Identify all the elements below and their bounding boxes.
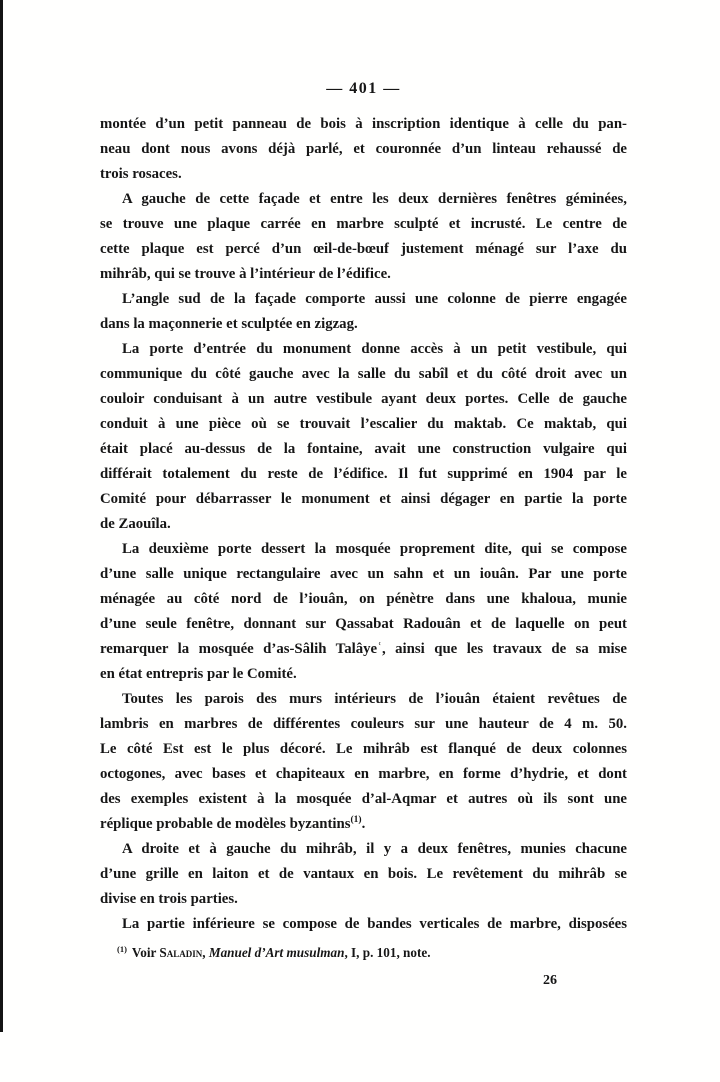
footnote-separator: , xyxy=(202,945,209,960)
text-line: en état entrepris par le Comité. xyxy=(100,666,297,682)
text-line: couloir conduisant à un autre vestibule ayant deux portes. Celle de gauche xyxy=(100,391,627,407)
text-line: était placé au-dessus de la fontaine, avait une construction vulgaire qui xyxy=(100,441,627,457)
text-line: A gauche de cette façade et entre les deux dernières fenêtres géminées, xyxy=(122,191,627,207)
paragraph xyxy=(100,337,627,537)
footnote-reference: (1) xyxy=(350,815,362,825)
paragraph xyxy=(100,837,627,912)
text-line: réplique probable de modèles byzantins$^{(1)}$. xyxy=(100,815,366,832)
footnote-marker: (1) xyxy=(117,944,127,954)
text-line: trois rosaces. xyxy=(100,166,182,182)
body-text xyxy=(100,112,627,937)
text-line: mihrâb, qui se trouve à l’intérieur de l’édifice. xyxy=(100,266,391,282)
text-line: de Zaouîla. xyxy=(100,516,171,532)
text-line: A droite et à gauche du mihrâb, il y a deux fenêtres, munies chacune xyxy=(122,841,627,857)
text-line: d’une seule fenêtre, donnant sur Qassabat Radouân et de laquelle on peut xyxy=(100,616,627,632)
paragraph xyxy=(100,287,627,337)
text-line: cette plaque est percé d’un œil-de-bœuf justement ménagé sur l’axe du xyxy=(100,241,627,257)
text-line: d’une grille en laiton et de vantaux en bois. Le revêtement du mihrâb se xyxy=(100,866,627,882)
text-line: La deuxième porte dessert la mosquée proprement dite, qui se compose xyxy=(122,541,627,557)
text-line: octogones, avec bases et chapiteaux en marbre, en forme d’hydrie, et dont xyxy=(100,766,627,782)
text-line: montée d’un petit panneau de bois à inscription identique à celle du pan- xyxy=(100,116,627,132)
paragraph xyxy=(100,912,627,937)
text-line: L’angle sud de la façade comporte aussi une colonne de pierre engagée xyxy=(122,291,627,307)
text-line: divise en trois parties. xyxy=(100,891,238,907)
footnote xyxy=(117,945,637,961)
paragraph xyxy=(100,112,627,187)
text-line: des exemples existent à la mosquée d’al-Aqmar et autres où ils sont une xyxy=(100,791,627,807)
text-line: Le côté Est est le plus décoré. Le mihrâb est flanqué de deux colonnes xyxy=(100,741,627,757)
text-line: dans la maçonnerie et sculptée en zigzag. xyxy=(100,316,358,332)
footnote-author: Saladin xyxy=(159,945,203,960)
paragraph xyxy=(100,187,627,287)
text-line: neau dont nous avons déjà parlé, et couronnée d’un linteau rehaussé de xyxy=(100,141,627,157)
footnote-suffix: , I, p. 101, note. xyxy=(344,945,431,960)
paragraph xyxy=(100,687,627,837)
text-line: lambris en marbres de différentes couleurs sur une hauteur de 4 m. 50. xyxy=(100,716,627,732)
text-line: Toutes les parois des murs intérieurs de l’iouân étaient revêtues de xyxy=(122,691,627,707)
footnote-prefix: Voir xyxy=(131,945,160,960)
text-line: La partie inférieure se compose de bandes verticales de marbre, disposées xyxy=(122,916,627,932)
text-line: Comité pour débarrasser le monument et ainsi dégager en partie la porte xyxy=(100,491,627,507)
footnote-work-title: Manuel d’Art musulman xyxy=(208,945,345,960)
text-line: conduit à une pièce où se trouvait l’escalier du maktab. Ce maktab, qui xyxy=(100,416,627,432)
text-line: La porte d’entrée du monument donne accès à un petit vestibule, qui xyxy=(122,341,627,357)
text-line: différait totalement du reste de l’édifice. Il fut supprimé en 1904 par le xyxy=(100,466,627,482)
page-number-header: — 401 — xyxy=(326,80,401,97)
text-line: remarquer la mosquée d’as-Sâlih Talâyeʿ, ainsi que les travaux de sa mise xyxy=(100,641,627,657)
scan-edge-artifact xyxy=(0,0,3,1032)
text-line: communique du côté gauche avec la salle du sabîl et du côté droit avec un xyxy=(100,366,627,382)
text-line: ménagée au côté nord de l’iouân, on pénètre dans une khaloua, munie xyxy=(100,591,627,607)
text-line: d’une salle unique rectangulaire avec un sahn et un iouân. Par une porte xyxy=(100,566,627,582)
paragraph xyxy=(100,537,627,687)
printer-signature: 26 xyxy=(543,973,557,988)
text-line: se trouve une plaque carrée en marbre sculpté et incrusté. Le centre de xyxy=(100,216,627,232)
